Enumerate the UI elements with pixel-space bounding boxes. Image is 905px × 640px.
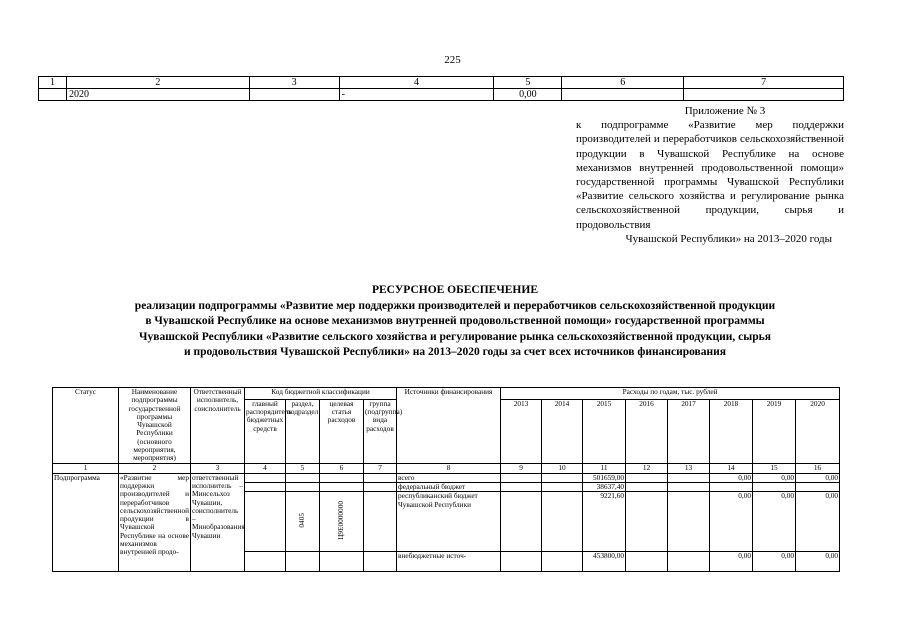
- header-chief-manager: главный распорядитель бюджетных средств: [245, 399, 286, 463]
- table-cell: [668, 473, 710, 482]
- header-sources: Источники финансирования: [397, 388, 501, 464]
- heading-line: Чувашской Республики «Развитие сельского хозяйства и регулирование рынка сельскохозяйственной продукции, сырья: [139, 330, 771, 343]
- value-cell: 0,00: [710, 473, 753, 482]
- header-responsible: Ответственный исполнитель, соисполнитель: [191, 388, 245, 464]
- value-cell: 0,00: [796, 473, 840, 482]
- col-number: 10: [542, 463, 583, 473]
- value-cell: 0,00: [753, 492, 796, 552]
- heading-line: реализации подпрограммы «Развитие мер поддержки производителей и переработчиков сельскохозяйственной продукции: [134, 299, 776, 312]
- table-cell: [364, 482, 397, 491]
- table-cell: [320, 482, 364, 491]
- header-status: Статус: [53, 388, 119, 464]
- table-cell: 2020: [66, 89, 249, 101]
- col-number: 9: [501, 463, 542, 473]
- header-year: 2014: [542, 399, 583, 463]
- value-cell: 0,00: [710, 552, 753, 572]
- heading-line: в Чувашской Республике на основе механизмов внутренней продовольственной помощи» государственной программы: [145, 315, 765, 328]
- appendix-body: к подпрограмме «Развитие мер поддержки производителей и переработчиков сельскохозяйственной продукции в Чувашской Республике на основе механизмов внутренней продовольственной помощи» государственной программы Чувашской Республики «Развитие сельского хозяйства и регулирование рынка сельскохозяйственной продукции, сырья и продовольствия: [576, 119, 844, 231]
- column-number-row: [39, 77, 844, 89]
- table-cell: [245, 473, 286, 482]
- col-number: 11: [583, 463, 626, 473]
- col-number: 6: [562, 77, 684, 89]
- source-cell: всего: [397, 473, 501, 482]
- table-cell: [626, 492, 668, 552]
- target-code: Ц9Е0000000: [336, 501, 346, 541]
- col-number: 6: [320, 463, 364, 473]
- header-year: 2013: [501, 399, 542, 463]
- col-number: 4: [245, 463, 286, 473]
- table-cell: [626, 473, 668, 482]
- header-year: 2020: [796, 399, 840, 463]
- header-year: 2017: [668, 399, 710, 463]
- value-cell: 0,00: [753, 552, 796, 572]
- col-number: 7: [364, 463, 397, 473]
- source-cell: федеральный бюджет: [397, 482, 501, 491]
- table-cell: [245, 492, 286, 552]
- source-cell: внебюджетные источ-: [397, 552, 501, 572]
- table-cell: [249, 89, 339, 101]
- col-number: 1: [53, 463, 119, 473]
- subprogram-name-cell: «Развитие мер поддержки производителей и переработчиков сельскохозяйственной продукции в Чувашской Республике на основе механизмов внутренней продо-: [119, 473, 191, 572]
- table-cell: [364, 492, 397, 552]
- heading-line: и продовольствия Чувашской Республики» на 2013–2020 годы за счет всех источников финансирования: [183, 346, 726, 359]
- heading-title: РЕСУРСНОЕ ОБЕСПЕЧЕНИЕ: [371, 284, 538, 296]
- col-number: 1: [39, 77, 67, 89]
- value-cell: 0,00: [710, 492, 753, 552]
- appendix-title: Приложение № 3: [684, 105, 766, 117]
- table-cell: [286, 482, 320, 491]
- table-cell: [286, 552, 320, 572]
- col-number: 5: [494, 77, 562, 89]
- header-name: Наименование подпрограммы государственной программы Чувашской Республики (основного мероприятия, мероприятия): [119, 388, 191, 464]
- table-cell: [501, 473, 542, 482]
- table-cell: [245, 482, 286, 491]
- value-cell: 0,00: [796, 552, 840, 572]
- col-number: 2: [119, 463, 191, 473]
- table-cell: 0,00: [494, 89, 562, 101]
- target-code-cell: [320, 492, 364, 552]
- col-number: 7: [684, 77, 844, 89]
- table-cell: [364, 473, 397, 482]
- table-cell: [626, 552, 668, 572]
- header-budget-code: Код бюджетной классификации: [245, 388, 397, 400]
- section-code-cell: [286, 492, 320, 552]
- continued-table: [38, 76, 844, 101]
- header-section: раздел, подраздел: [286, 399, 320, 463]
- table-cell: [39, 89, 67, 101]
- appendix-note: [576, 104, 844, 246]
- page-number: 225: [444, 54, 461, 66]
- col-number: 8: [397, 463, 501, 473]
- source-cell: республиканский бюджет Чувашской Республики: [397, 492, 501, 552]
- col-number: 2: [66, 77, 249, 89]
- column-number-row: [53, 463, 840, 473]
- col-number: 13: [668, 463, 710, 473]
- col-number: 12: [626, 463, 668, 473]
- header-year: 2016: [626, 399, 668, 463]
- col-number: 15: [753, 463, 796, 473]
- value-cell: 0,00: [753, 473, 796, 482]
- table-cell: [245, 552, 286, 572]
- appendix-last-line: Чувашской Республики» на 2013–2020 годы: [625, 232, 832, 245]
- table-cell: [668, 482, 710, 491]
- col-number: 3: [249, 77, 339, 89]
- table-cell: [668, 552, 710, 572]
- value-cell: 9221,60: [583, 492, 626, 552]
- table-cell: [286, 473, 320, 482]
- value-cell: 0,00: [796, 492, 840, 552]
- header-year: 2015: [583, 399, 626, 463]
- table-cell: [542, 482, 583, 491]
- document-heading: [60, 283, 850, 361]
- table-cell: [542, 473, 583, 482]
- table-cell: [501, 492, 542, 552]
- value-cell: 38637,40: [583, 482, 626, 491]
- header-year: 2018: [710, 399, 753, 463]
- table-cell: [542, 552, 583, 572]
- table-cell: [364, 552, 397, 572]
- header-expense-group: группа (подгруппа) вида расходов: [364, 399, 397, 463]
- table-cell: [684, 89, 844, 101]
- value-cell: 453800,00: [583, 552, 626, 572]
- col-number: 5: [286, 463, 320, 473]
- table-cell: [626, 482, 668, 491]
- table-cell: [320, 552, 364, 572]
- status-cell: Подпрограмма: [53, 473, 119, 572]
- value-cell: 501659,00: [583, 473, 626, 482]
- section-code: 0405: [297, 513, 307, 528]
- table-cell: [320, 473, 364, 482]
- resource-table: [52, 387, 840, 572]
- col-number: 16: [796, 463, 840, 473]
- col-number: 3: [191, 463, 245, 473]
- header-row: [53, 388, 840, 400]
- table-cell: -: [339, 89, 494, 101]
- table-row: [39, 89, 844, 101]
- header-expenses: Расходы по годам, тыс. рублей: [501, 388, 840, 400]
- responsible-cell: ответственный исполнитель – Минсельхоз Чувашии, соисполнитель – Минобразования Чувашии: [191, 473, 245, 572]
- table-cell: [542, 492, 583, 552]
- header-year: 2019: [753, 399, 796, 463]
- col-number: 4: [339, 77, 494, 89]
- header-target-article: целевая статья расходов: [320, 399, 364, 463]
- table-cell: [501, 482, 542, 491]
- col-number: 14: [710, 463, 753, 473]
- table-cell: [562, 89, 684, 101]
- table-cell: [668, 492, 710, 552]
- table-cell: [501, 552, 542, 572]
